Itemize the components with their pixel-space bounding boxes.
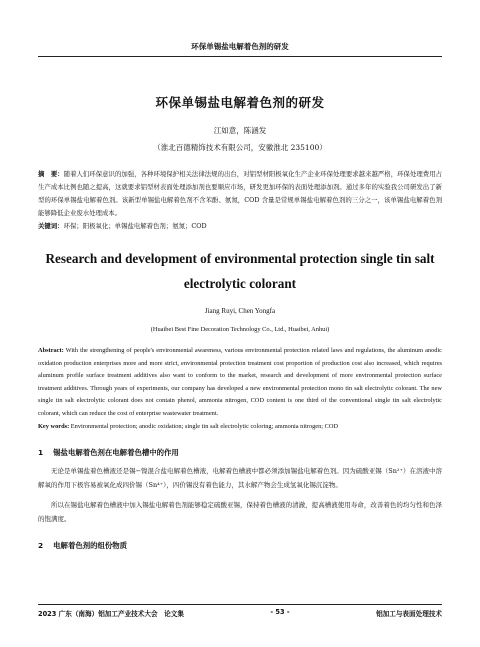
section-title: 锡盐电解着色剂在电解着色槽中的作用 xyxy=(53,448,179,458)
english-abstract-label: Abstract: xyxy=(38,347,64,354)
chinese-affiliation: （淮北百德精饰技术有限公司，安徽淮北 235100） xyxy=(153,143,327,152)
section-heading-1 xyxy=(38,447,442,458)
running-header: 环保单锡盐电解着色剂的研发 xyxy=(38,0,442,57)
footer-journal: 铝加工与表面处理技术 xyxy=(376,610,442,618)
page-footer xyxy=(38,604,442,618)
english-abstract-text: With the strengthening of people's environmental awareness, various environmental protection related laws and regulations, the aluminum anodic oxidation production enterprises more and more strict, environmental protection treatment cost proportion of production cost also increased, which requires aluminum profile surface treatment additives also want to conform to the market, research and development of more environmental protection surface treatment additives. Through years of experiments, our company has developed a new environmental protection mono tin salt electrolytic colorant. The new single tin salt electrolytic colorant does not contain phenol, ammonia nitrogen, COD content is one third of the conventional single tin salt electrolytic colorant, which can reduce the cost of enterprise wastewater treatment. xyxy=(38,347,442,417)
section-number: 2 xyxy=(38,541,44,551)
english-title: Research and development of environmental protection single tin salt electrolytic colorant xyxy=(45,251,435,291)
section-title: 电解着色剂的组份物质 xyxy=(53,541,128,551)
section-heading-2 xyxy=(38,540,442,551)
chinese-keywords-label: 关键词： xyxy=(38,222,64,230)
english-affiliation: (Huaibei Best Fine Decoration Technology Co., Ltd., Huaibei, Anhui) xyxy=(150,326,330,333)
english-abstract xyxy=(38,345,442,421)
english-authors: Jiang Ruyi, Chen Yongfa xyxy=(204,307,276,315)
chinese-abstract-text: 随着人们环保意识的加强，各种环境保护相关法律法规的出台，对铝型材阳极氧化生产企业环保处理要求越来越严格，环保处理费用占生产成本比例也随之提高，这就要求铝型材表面处理添加剂也要顺应市场，研发更加环保的表面处理添加剂。通过多年的实验我公司研发出了新型的环保单锡盐电解着色剂。该新型单锡盐电解着色剂不含苯酚、氨氮，COD 含量是常规单锡盐电解着色剂的三分之一，该单锡盐电解着色剂能够降低企业废水处理成本。 xyxy=(38,170,443,217)
chinese-abstract-label: 摘 要： xyxy=(38,170,64,178)
chinese-keywords xyxy=(38,220,442,233)
chinese-title: 环保单锡盐电解着色剂的研发 xyxy=(155,95,325,110)
section-number: 1 xyxy=(38,448,44,458)
chinese-keywords-text: 环保；阳极氧化；单锡盐电解着色剂；氨氮；COD xyxy=(63,222,207,230)
english-keywords-text: Environmental protection; anodic oxidation; single tin salt electrolytic coloring; ammonia nitrogen; COD xyxy=(69,422,339,430)
footer-proceedings: 2023 广东（南海）铝加工产业技术大会 论文集 xyxy=(38,610,184,618)
paragraph: 所以在锡盐电解着色槽液中加入锡盐电解着色剂能够稳定硫酸亚锡，保持着色槽液的清澈，提高槽液使用寿命，改善着色的均匀性和色泽的饱满度。 xyxy=(38,501,442,524)
english-keywords xyxy=(38,421,442,434)
page-number: - 53 - xyxy=(270,608,290,616)
chinese-abstract xyxy=(38,168,442,220)
paragraph: 无论是单锡盐着色槽液还是锡−镍混合盐电解着色槽液，电解着色槽液中都必须添加锡盐电解着色剂。因为硫酸亚锡（Sn²⁺）在溶液中溶解氧的作用下极容易被氧化成四价锡（Sn⁴⁺），四价锡没有着色能力，其水解产物会生成氢氧化锡沉淀物。 xyxy=(38,467,442,490)
english-keywords-label: Key words: xyxy=(38,422,70,430)
chinese-authors: 江如意，陈涵发 xyxy=(213,126,267,135)
